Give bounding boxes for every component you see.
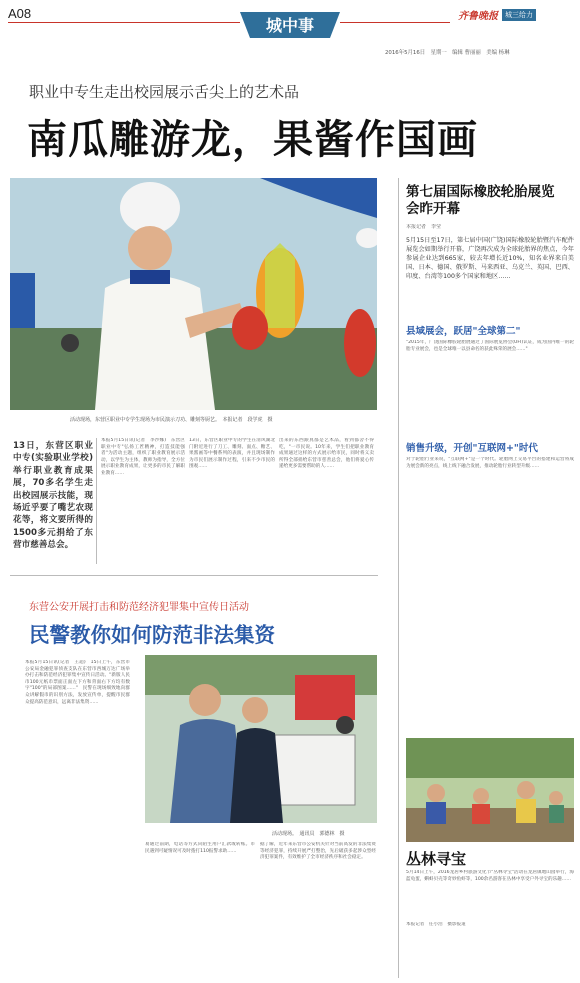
header-rule-right (340, 22, 450, 23)
date-line: 2016年5月16日 星期一 编辑 曹丽丽 美编 杨琳 (385, 50, 510, 56)
section-title: 城中事 (265, 16, 314, 35)
story2-kicker: 东营公安开展打击和防范经济犯罪集中宣传日活动 (29, 602, 249, 613)
chef-carving-scene (10, 178, 377, 410)
story1-photo-caption: 活动现场，东营区职业中专学生现场为市民演示刀功、雕刻等厨艺。 本报记者 段学虎 摄 (70, 417, 273, 423)
logo-text: 齐鲁晚报 (458, 11, 498, 22)
story2-body-col2: 易通过前期，电话等方式向陌生用户汇款或转账。市民遇到可疑情况可及时拨打110报警求助…… (145, 842, 255, 854)
story1-headline: 南瓜雕游龙，果酱作国画 (27, 117, 478, 163)
story2-body-col1: 本报5月15日讯(记者 王超) 15日上午，东营市公安局金融犯罪侦查支队在东营市西城万达广场举办打击和防范经济犯罪集中宣传日活动。"新版人民币100元纸币票面正面左下方和背面右下方均有数字"100"的局部图案……" 民警在现场细致地向群众讲解假币的识别方法，发放宣传单，提醒市民群众提高防范意识，远离非法集资…… (25, 660, 130, 705)
story2-headline: 民警教你如何防范非法集资 (29, 623, 275, 647)
header-rule-left (8, 22, 240, 23)
story4-photo (406, 738, 574, 842)
story3-subhead1: 县域展会，跃居"全球第二" (406, 326, 521, 337)
story1-lead-divider (96, 438, 97, 564)
story2-photo-caption: 活动现场。 通讯员 郭德林 摄 (272, 831, 345, 837)
page-number: A08 (8, 6, 32, 21)
story2-photo (145, 655, 377, 823)
story1-body-col1: 本报5月15日讯(记者 李沙娜) 东营区职业中专"弘扬工匠精神，打造技能强者"为活动主题，组织了职业教育展示活动，以学生为主体，教师为指导，全方位展示职业教育成果，让更多的市民了解职业教育…… (101, 438, 185, 476)
story1-body-col2: 13日，东营区职业中专的学生在清风湖北门附近进行了刀工、雕刻、面点、糖艺、果酱画等中餐系列的表演，并且现场制作为市民们展示制作过程，引来不少市民的围观…… (189, 438, 275, 470)
story3-byline: 本报记者 李莹 (406, 224, 442, 230)
story1-photo (10, 178, 377, 410)
story4-body: 5月14日上午，2016龙居乡村旅游文化节"丛林寻宝"活动在龙居镇地山园举行，海蓝龟蛋，蝌蚪贝壳等奇妙鱼虾等，100余名游客在丛林中享受户外寻宝的乐趣…… (406, 870, 574, 882)
story4-headline: 丛林寻宝 (406, 850, 467, 868)
story1-body-col3: 出来的东西跟真都是艺术品，看到都舍不得吃，"一市民说。10年来，学生们把职业教育成果通过这样的方式展示给市民，同时将义卖所得全部捐给东营市慈善总会，他们将爱心传递给更多需要帮助的人…… (279, 438, 374, 470)
column-divider (398, 178, 399, 978)
story1-lead: 13日，东营区职业中专(实验职业学校)举行职业教育成果展，70多名学生走出校园展示技能，现场近乎要了嘴艺农现花等，将文要所得的1500多元捐给了东营市慈善总会。 (13, 441, 93, 551)
newspaper-logo (458, 7, 536, 22)
story3-sub2-body: 对于轮胎行业来说，"互联网+"是一个时代。轮胎网上交易平台的搭建和运营将成为展会新的亮点，线上线下融合发展，推动轮胎行业转型升级…… (406, 457, 574, 469)
story-separator (10, 575, 378, 576)
story2-body-col3: 据了解，近年来东营市公安机关针对当前高发的非法集资等经济犯罪，持续开展严打整治，先后破获多起涉众型经济犯罪案件，有效维护了全市经济秩序和社会稳定。 (260, 842, 376, 861)
story3-headline: 第七届国际橡胶轮胎展览会昨开幕 (406, 184, 555, 217)
logo-tag: 城三给力 (502, 9, 536, 21)
police-publicity-scene (145, 655, 377, 823)
story3-subhead2: 销售升级，开创"互联网+"时代 (406, 443, 538, 454)
story3-sub1-body: "2015年，广饶国际橡胶轮胎展通过了国际展览协会(UFI)认证，成为国内唯一的轮胎专业展会，也是全球唯一以县命名的获此殊荣的展会……" (406, 340, 574, 352)
treasure-hunt-scene (406, 738, 574, 842)
story4-byline: 本报记者 任小浩 摄影报道 (406, 922, 466, 927)
story3-body: 5月15日至17日，第七届中国(广饶)国际橡胶轮胎暨汽车配件展览会如期举行开幕，广饶再次成为全球轮胎界的焦点，今年参展企业达到665家，较去年增长近10%，知名业界来自美国、日本、德国、俄罗斯、马来西亚、乌克兰、英国、巴西、印度、台湾等100多个国家和地区…… (406, 237, 574, 280)
story1-kicker: 职业中专生走出校园展示舌尖上的艺术品 (29, 83, 300, 101)
